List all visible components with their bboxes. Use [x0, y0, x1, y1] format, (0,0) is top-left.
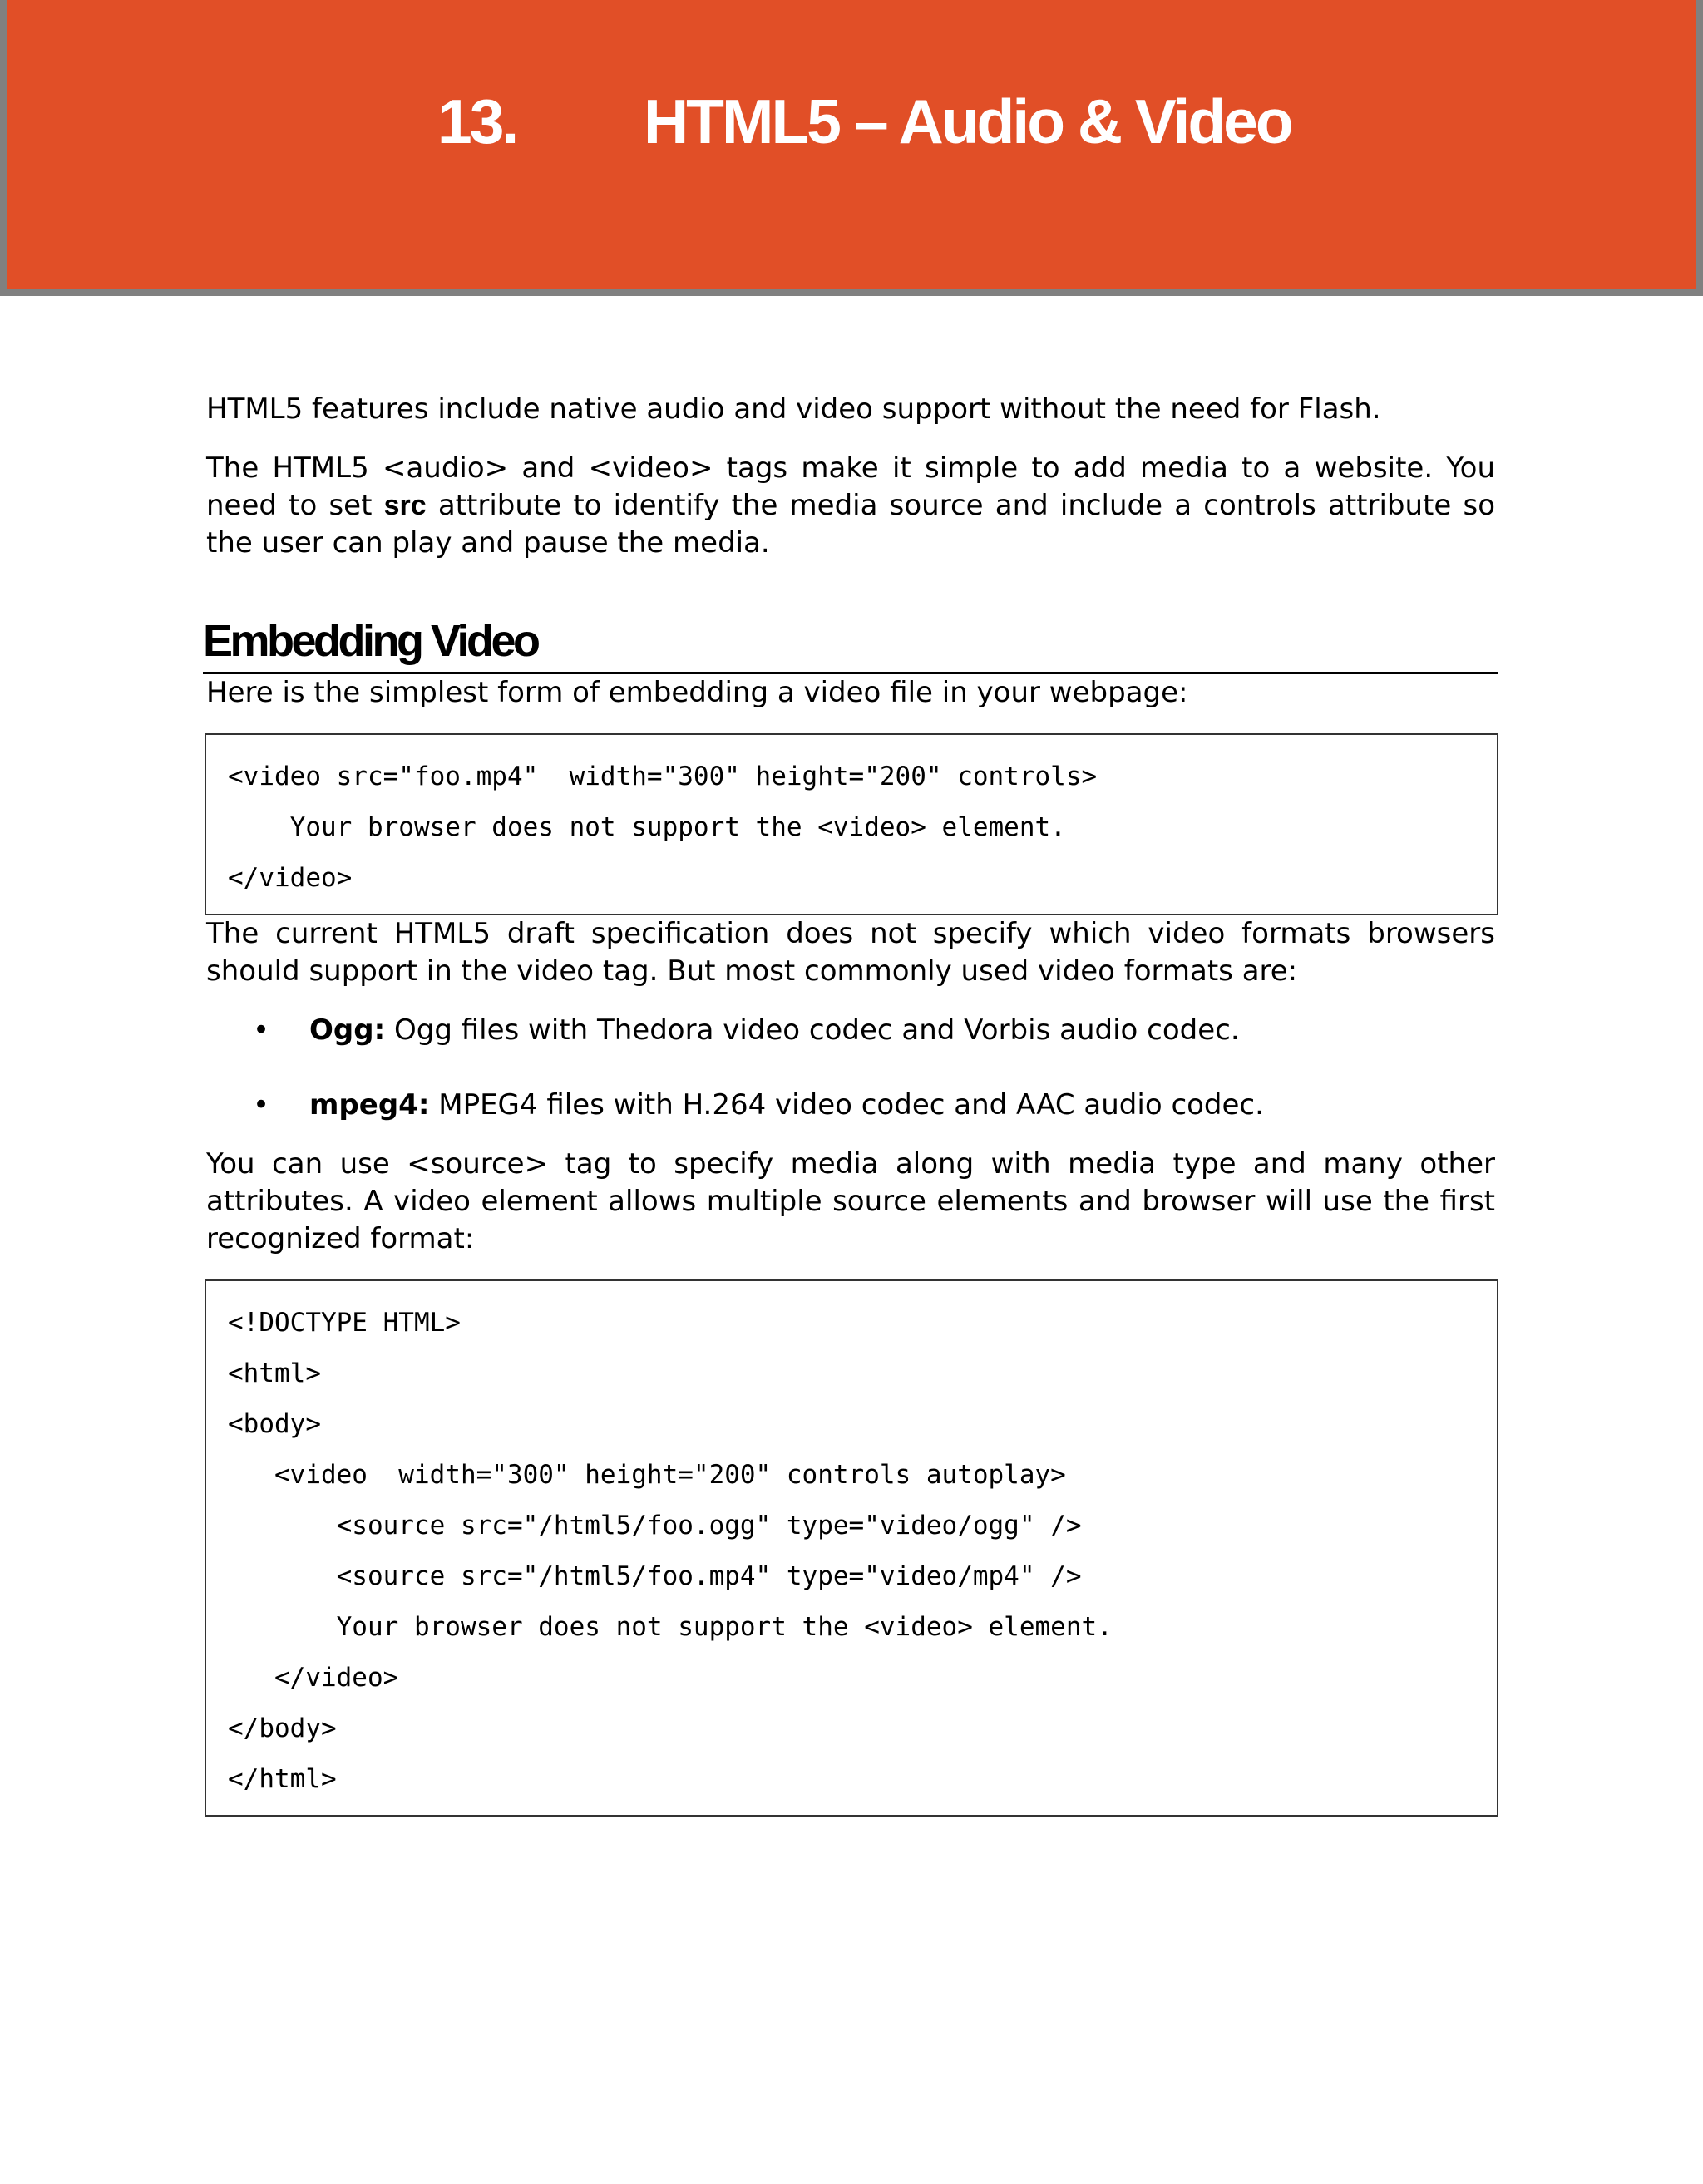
code-line: <html> [228, 1358, 321, 1388]
code-line: <source src="/html5/foo.mp4" type="video/mp4" /> [228, 1561, 1082, 1591]
bullet-icon: • [253, 1088, 270, 1122]
code-line: <source src="/html5/foo.ogg" type="video/ogg" /> [228, 1511, 1082, 1541]
code-block-source-example [205, 1279, 1498, 1817]
formats-paragraph: The current HTML5 draft specification does not specify which video formats browsers should support in the video tag. But most commonly used video formats are: [206, 917, 1495, 988]
code-line: <body> [228, 1409, 321, 1439]
format-term: mpeg4: [309, 1088, 430, 1122]
code-line: </html> [228, 1764, 337, 1794]
code-block-simple-video [205, 733, 1498, 915]
chapter-number: 13. [437, 86, 517, 156]
src-attribute-term: src [383, 490, 427, 521]
code-line: </video> [228, 1663, 399, 1693]
code-line: </body> [228, 1713, 337, 1743]
code-line: <!DOCTYPE HTML> [228, 1308, 461, 1338]
code-line: <video width="300" height="200" controls autoplay> [228, 1460, 1066, 1490]
chapter-banner [0, 0, 1703, 296]
code-line: Your browser does not support the <video> element. [228, 1612, 1113, 1642]
format-term: Ogg: [309, 1013, 386, 1047]
chapter-title [7, 86, 1703, 165]
tags-paragraph-text-before: The HTML5 <audio> and <video> tags make it simple to add media to a website. You need to set [206, 451, 1495, 522]
format-description: MPEG4 files with H.264 video codec and AAC audio codec. [429, 1088, 1264, 1122]
format-description: Ogg files with Thedora video codec and Vorbis audio codec. [385, 1013, 1240, 1047]
code-line: Your browser does not support the <video> element. [228, 812, 1066, 842]
code-line: <video src="foo.mp4" width="300" height="200" controls> [228, 762, 1098, 791]
tags-paragraph-text-after: attribute to identify the media source and include a controls attribute so the user can play and pause the media. [206, 489, 1495, 560]
list-item [206, 1012, 1495, 1049]
code-line: </video> [228, 863, 353, 893]
bullet-icon: • [253, 1013, 270, 1047]
video-formats-list [206, 1012, 1495, 1124]
chapter-name: HTML5 – Audio & Video [644, 86, 1291, 156]
tags-paragraph [206, 450, 1495, 562]
intro-paragraph: HTML5 features include native audio and video support without the need for Flash. [206, 392, 1381, 426]
page-content [203, 391, 1495, 1817]
section-lead-paragraph: Here is the simplest form of embedding a video file in your webpage: [206, 676, 1188, 709]
list-item [206, 1087, 1495, 1124]
source-tag-paragraph: You can use <source> tag to specify media along with media type and many other attributes. A video element allows multiple source elements and browser will use the first recognized format: [206, 1147, 1495, 1255]
section-heading: Embedding Video [203, 614, 1498, 674]
